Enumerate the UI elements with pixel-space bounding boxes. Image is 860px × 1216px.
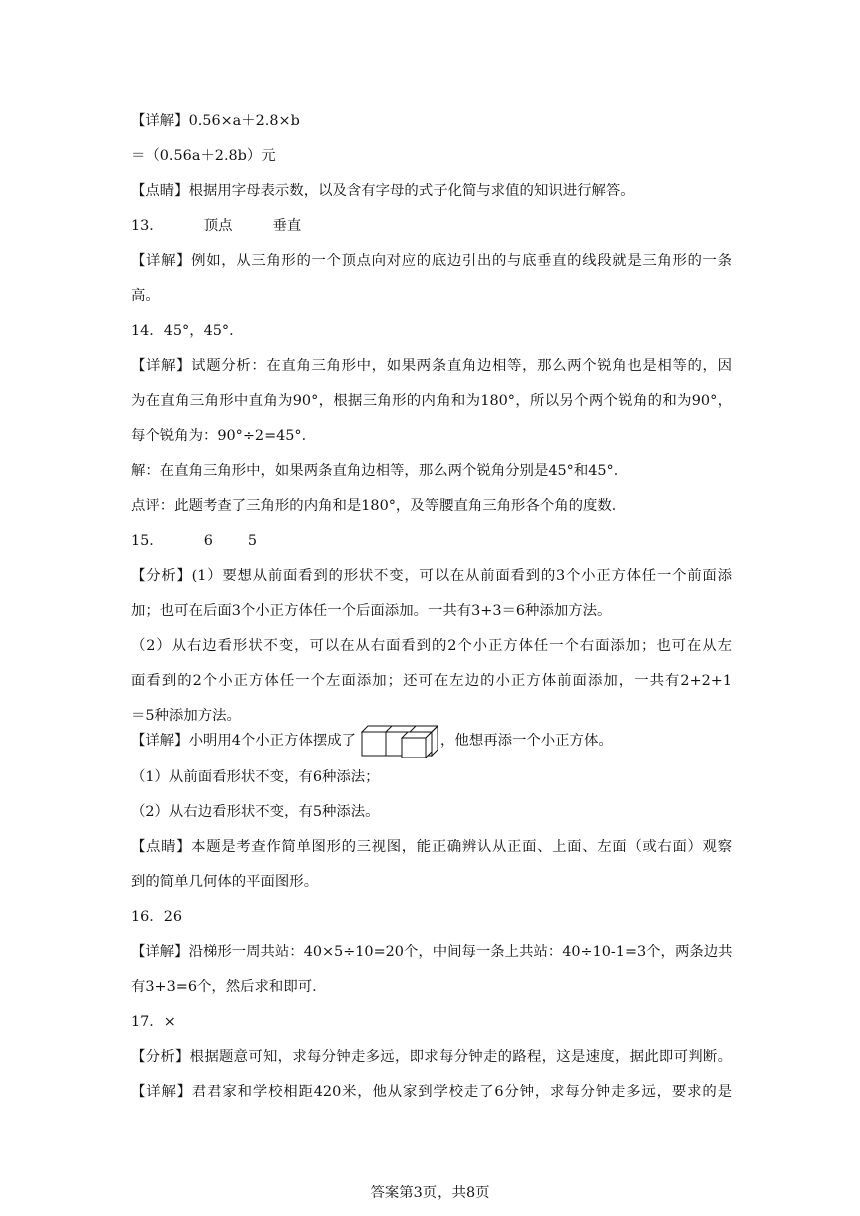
detail15-before: 【详解】小明用4个小正方体摆成了 bbox=[131, 733, 357, 749]
q13-answer bbox=[131, 216, 732, 236]
line-analysis-15a: 【分析】(1）要想从前面看到的形状不变，可以在从前面看到的3个小正方体任一个前面添 bbox=[131, 568, 732, 584]
q15-answer-2: 5 bbox=[247, 533, 258, 549]
q14-answer: 14．45°，45°． bbox=[131, 323, 244, 339]
line-detail-16a: 【详解】沿梯形一周共站：40×5÷10=20个，中间每一条上共站：40÷10-1=3个，两条边共 bbox=[131, 944, 733, 960]
line-detail-13b: 高。 bbox=[131, 288, 160, 304]
q16-answer: 16．26 bbox=[131, 909, 183, 925]
page-footer: 答案第3页，共8页 bbox=[370, 1185, 490, 1201]
line-detail-15-1: （1）从前面看形状不变，有6种添法； bbox=[131, 769, 380, 785]
q15-number: 15． bbox=[131, 533, 164, 549]
line-comment-15a: 【点睛】本题是考查作简单图形的三视图，能正确辨认从正面、上面、左面（或右面）观察 bbox=[131, 839, 732, 855]
line-detail-17: 【详解】君君家和学校相距420米，他从家到学校走了6分钟，求每分钟走多远，要求的是 bbox=[131, 1084, 732, 1100]
q13-answer-1: 顶点 bbox=[203, 218, 233, 234]
line-analysis-17: 【分析】根据题意可知，求每分钟走多远，即求每分钟走的路程，这是速度，据此即可判断。 bbox=[131, 1049, 732, 1065]
line-detail-14a: 【详解】试题分析：在直角三角形中，如果两条直角边相等，那么两个锐角也是相等的，因 bbox=[131, 358, 732, 374]
line-detail-16b: 有3+3=6个，然后求和即可． bbox=[131, 979, 327, 995]
q13-number: 13． bbox=[131, 218, 164, 234]
line-analysis-15c: （2）从右边看形状不变，可以在从右面看到的2个小正方体任一个右面添加；也可在从左 bbox=[131, 638, 732, 654]
line-solution-14: 解：在直角三角形中，如果两条直角边相等，那么两个锐角分别是45°和45°． bbox=[131, 463, 629, 479]
line-analysis-15d: 面看到的2个小正方体任一个左面添加；还可在左边的小正方体前面添加，一共有2+2+1 bbox=[131, 673, 732, 689]
line-detail-13a: 【详解】例如，从三角形的一个顶点向对应的底边引出的与底垂直的线段就是三角形的一条 bbox=[131, 253, 732, 269]
q15-answer-1: 6 bbox=[203, 533, 213, 549]
detail15-after: ，他想再添一个小正方体。 bbox=[440, 733, 613, 749]
q17-answer: 17．× bbox=[131, 1014, 176, 1030]
q13-answer-2: 垂直 bbox=[272, 218, 302, 234]
cube-arrangement-figure bbox=[358, 724, 438, 758]
q15-answer bbox=[131, 531, 732, 551]
line-detail-14b: 为在直角三角形中直角为90°，根据三角形的内角和为180°，所以另个两个锐角的和为90°， bbox=[131, 393, 732, 409]
line-detail-15 bbox=[131, 724, 732, 758]
line-detail-14c: 每个锐角为：90°÷2=45°． bbox=[131, 428, 317, 444]
line-detail-15-2: （2）从右边看形状不变，有5种添法。 bbox=[131, 804, 380, 820]
line-comment-12: 【点睛】根据用字母表示数，以及含有字母的式子化简与求值的知识进行解答。 bbox=[131, 183, 635, 199]
line-comment-15b: 到的简单几何体的平面图形。 bbox=[131, 874, 319, 890]
line-detail-1: 【详解】0.56×a＋2.8×b bbox=[131, 113, 300, 129]
line-detail-2: ＝（0.56a＋2.8b）元 bbox=[131, 148, 276, 164]
line-analysis-15e: ＝5种添加方法。 bbox=[131, 708, 241, 724]
line-review-14: 点评：此题考查了三角形的内角和是180°，及等腰直角三角形各个角的度数． bbox=[131, 498, 627, 514]
line-analysis-15b: 加；也可在后面3个小正方体任一个后面添加。一共有3+3＝6种添加方法。 bbox=[131, 603, 612, 619]
